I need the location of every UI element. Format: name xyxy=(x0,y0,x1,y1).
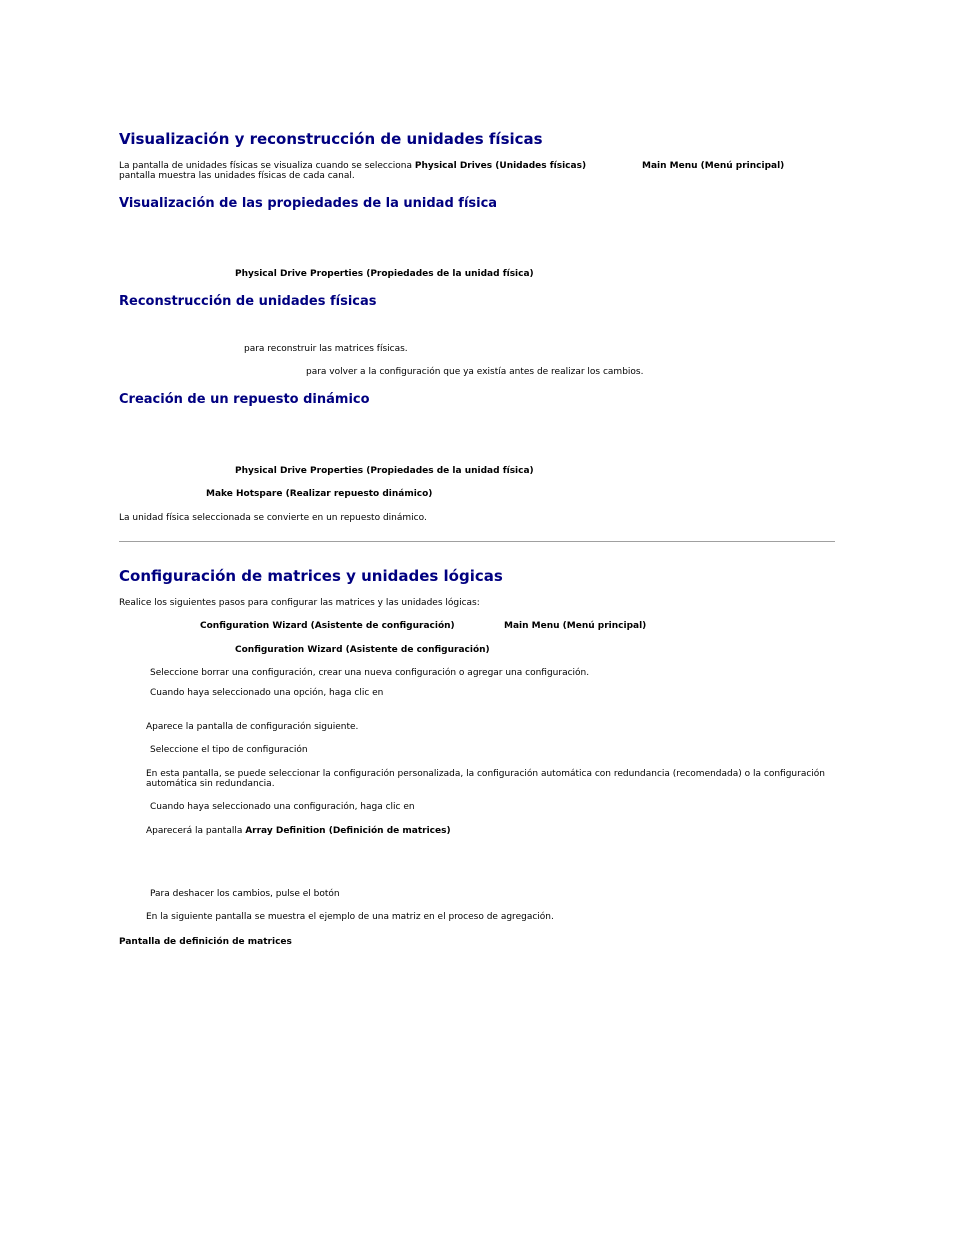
array-definition-appears xyxy=(146,826,451,837)
step-click-next-1: Cuando haya seleccionado una opción, haga clic en xyxy=(150,688,384,698)
subsection-title-drive-properties: Visualización de las propiedades de la unidad física xyxy=(119,196,498,211)
step-undo-changes: Para deshacer los cambios, pulse el botón xyxy=(150,889,340,899)
main-menu-label-2: Main Menu (Menú principal) xyxy=(504,621,647,631)
config-type-detail-line2: automática sin redundancia. xyxy=(146,779,275,789)
physical-drives-intro-line2: pantalla muestra las unidades físicas de cada canal. xyxy=(119,171,355,181)
subsection-title-rebuild: Reconstrucción de unidades físicas xyxy=(119,294,377,309)
physical-drives-menu-label: Physical Drives (Unidades físicas) xyxy=(414,161,587,171)
section-divider xyxy=(119,541,835,542)
section-title-physical-drives: Visualización y reconstrucción de unidades físicas xyxy=(119,130,543,148)
configuration-wizard-label: Configuration Wizard (Asistente de configuración) xyxy=(200,621,455,631)
hotspare-result-text: La unidad física seleccionada se convierte en un repuesto dinámico. xyxy=(119,513,427,523)
step-select-configuration-action: Seleccione borrar una configuración, crear una nueva configuración o agregar una configuración. xyxy=(150,668,590,678)
step-click-next-2: Cuando haya seleccionado una configuración, haga clic en xyxy=(150,802,415,812)
figure-caption: Pantalla de definición de matrices xyxy=(119,937,292,947)
main-menu-label: Main Menu (Menú principal) xyxy=(642,161,785,171)
config-type-detail-line1: En esta pantalla, se puede seleccionar la configuración personalizada, la configuración automática con redundancia (recomendada) o la configuración xyxy=(146,769,825,779)
array-definition-prefix: Aparecerá la pantalla xyxy=(146,826,246,836)
configuration-wizard-label-2: Configuration Wizard (Asistente de configuración) xyxy=(235,645,490,655)
array-definition-label: Array Definition (Definición de matrices) xyxy=(245,826,451,836)
step-select-config-type: Seleccione el tipo de configuración xyxy=(150,745,308,755)
make-hotspare-label: Make Hotspare (Realizar repuesto dinámico) xyxy=(206,489,433,499)
intro-text: La pantalla de unidades físicas se visualiza cuando se selecciona xyxy=(119,161,415,171)
subsection-title-hotspare: Creación de un repuesto dinámico xyxy=(119,392,370,407)
array-example-text: En la siguiente pantalla se muestra el ejemplo de una matriz en el proceso de agregación. xyxy=(146,912,554,922)
rebuild-text: para reconstruir las matrices físicas. xyxy=(244,344,408,354)
drive-properties-label: Physical Drive Properties (Propiedades de la unidad física) xyxy=(235,269,534,279)
step-next-screen-text: Aparece la pantalla de configuración siguiente. xyxy=(146,722,359,732)
section-title-arrays: Configuración de matrices y unidades lógicas xyxy=(119,567,503,585)
arrays-intro-text: Realice los siguientes pasos para configurar las matrices y las unidades lógicas: xyxy=(119,598,480,608)
revert-text: para volver a la configuración que ya existía antes de realizar los cambios. xyxy=(306,367,644,377)
hotspare-drive-properties-label: Physical Drive Properties (Propiedades de la unidad física) xyxy=(235,466,534,476)
